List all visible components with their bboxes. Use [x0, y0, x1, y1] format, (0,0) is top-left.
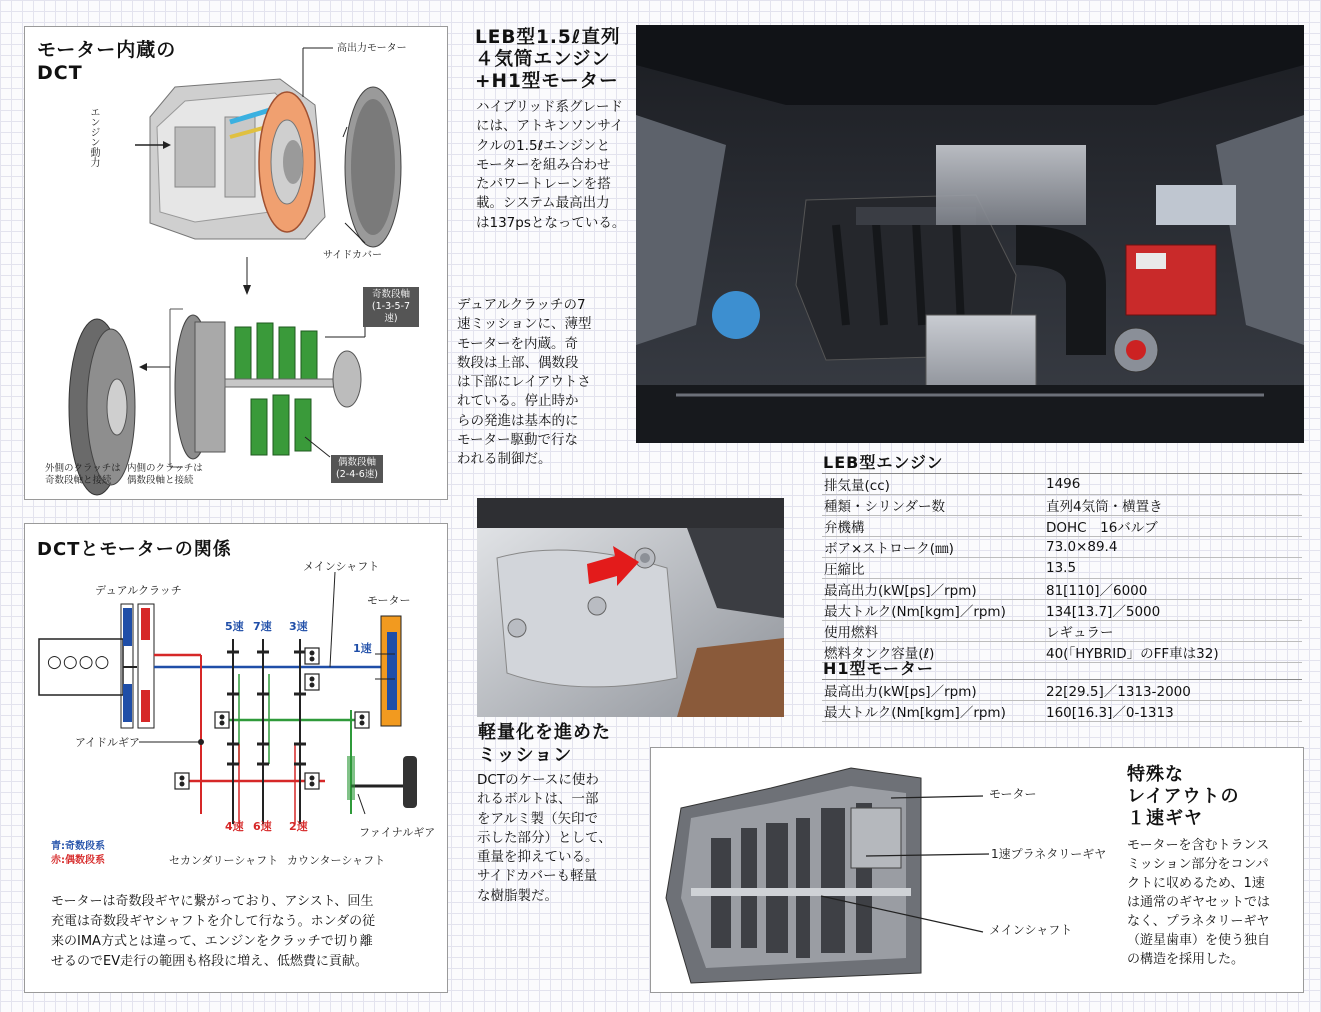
- spec-row: [822, 621, 1302, 642]
- gear-label-4: 4速: [225, 820, 244, 833]
- spec-key: 最高出力(kW[ps]／rpm): [822, 680, 1044, 701]
- spec-row: [822, 516, 1302, 537]
- mission-case-illustration: [477, 498, 784, 717]
- layout-panel-title: 特殊な レイアウトの １速ギヤ: [1127, 764, 1240, 829]
- mission-section-text: DCTのケースに使わ れるボルトは、一部 をアルミ製（矢印で 示した部分）として、 重量を抑えている。 サイドカバーも軽量 な樹脂製だ。: [477, 772, 612, 904]
- spec-row: [822, 495, 1302, 516]
- spec-value: 直列4気筒・横置き: [1044, 495, 1302, 516]
- relation-panel-title: DCTとモーターの関係: [37, 539, 232, 560]
- spec-row: [822, 537, 1302, 558]
- gear-label-3: 3速: [289, 620, 308, 633]
- spec-key: 燃料タンク容量(ℓ): [822, 642, 1044, 663]
- layout-panel: [650, 747, 1304, 993]
- gear-label-5: 5速: [225, 620, 244, 633]
- spec-row: [822, 600, 1302, 621]
- spec-value: 13.5: [1044, 558, 1302, 579]
- spec-motor-table-wrap: [822, 679, 1302, 722]
- legend-red: 赤:偶数段系: [51, 855, 105, 866]
- spec-row: [822, 701, 1302, 722]
- spec-key: ボア×ストローク(㎜): [822, 537, 1044, 558]
- gear-label-2: 2速: [289, 820, 308, 833]
- spec-key: 弁機構: [822, 516, 1044, 537]
- label-outer-clutch: 外側のクラッチは 奇数段軸と接続: [45, 463, 121, 486]
- spec-row: [822, 474, 1302, 495]
- spec-value: 40(「HYBRID」のFF車は32): [1044, 642, 1302, 663]
- spec-engine-table: [822, 474, 1302, 663]
- spec-key: 圧縮比: [822, 558, 1044, 579]
- gear-label-6: 6速: [253, 820, 272, 833]
- spec-value: 160[16.3]／0-1313: [1044, 701, 1302, 722]
- label-main-shaft: メインシャフト: [303, 560, 380, 573]
- spec-value: 1496: [1044, 474, 1302, 495]
- label-cutaway-motor: モーター: [989, 787, 1037, 801]
- label-motor: モーター: [367, 594, 411, 607]
- label-planetary-gear: 1速プラネタリーギヤ: [991, 847, 1107, 861]
- label-secondary-shaft: セカンダリーシャフト: [169, 854, 279, 867]
- engine-section-text: ハイブリッド系グレード には、アトキンソンサイ クルの1.5ℓエンジンと モーターを組み合わせ たパワートレーンを搭 載。システム最高出力 は137psとなっている。: [476, 99, 626, 231]
- spec-value: 81[110]／6000: [1044, 579, 1302, 600]
- label-dual-clutch: デュアルクラッチ: [95, 584, 182, 597]
- relation-description: モーターは奇数段ギヤに繋がっており、アシスト、回生 充電は奇数段ギヤシャフトを介して行なう。ホンダの従 来のIMA方式とは違って、エンジンをクラッチで切り離 せるのでEV走行の範囲も格段に増え、低燃費に貢献。: [51, 894, 376, 969]
- label-inner-clutch: 内側のクラッチは 偶数段軸と接続: [127, 463, 203, 486]
- mission-section-title: 軽量化を進めた ミッション: [478, 722, 611, 766]
- layout-panel-text: モーターを含むトランス ミッション部分をコンパ クトに収めるため、1速 は通常のギヤセットでは なく、プラネタリーギヤ （遊星歯車）を使う独自 の構造を採用した。: [1127, 838, 1271, 967]
- mission-bolt-photo: [477, 498, 784, 717]
- spec-row: [822, 579, 1302, 600]
- legend-blue: 青:奇数段系: [51, 841, 105, 852]
- spec-row: [822, 558, 1302, 579]
- engine-bay-photo: [636, 25, 1304, 443]
- label-high-output-motor: 高出力モーター: [337, 43, 407, 54]
- dct-schematic-diagram: [25, 524, 449, 854]
- dct-panel: [24, 26, 448, 500]
- transmission-illustration: [25, 27, 449, 501]
- engine-section-title: LEB型1.5ℓ直列 ４気筒エンジン +H1型モーター: [475, 27, 621, 92]
- spec-value: 134[13.7]／5000: [1044, 600, 1302, 621]
- spec-row: [822, 680, 1302, 701]
- label-side-cover: サイドカバー: [323, 250, 382, 261]
- label-engine-power: エンジン動力: [88, 107, 99, 167]
- spec-value: 73.0×89.4: [1044, 537, 1302, 558]
- spec-key: 排気量(cc): [822, 474, 1044, 495]
- gear-label-7: 7速: [253, 620, 272, 633]
- spec-engine-heading: LEB型エンジン: [823, 453, 944, 472]
- spec-value: 22[29.5]／1313-2000: [1044, 680, 1302, 701]
- spec-value: レギュラー: [1044, 621, 1302, 642]
- label-even-shaft: 偶数段軸 (2-4-6速): [331, 455, 383, 483]
- label-odd-shaft: 奇数段軸 (1-3-5-7速): [363, 287, 419, 327]
- spec-key: 使用燃料: [822, 621, 1044, 642]
- engine-bay-illustration: [636, 25, 1304, 443]
- dct-description: デュアルクラッチの7 速ミッションに、薄型 モーターを内蔵。奇 数段は上部、偶数段 は下部にレイアウトさ れている。停止時か らの発進は基本的に モーター駆動で行な われる制御だ。: [457, 297, 592, 468]
- spec-key: 最大トルク(Nm[kgm]／rpm): [822, 600, 1044, 621]
- spec-value: DOHC 16バルブ: [1044, 516, 1302, 537]
- engine-cylinders-symbol: ○○○○: [47, 652, 111, 672]
- spec-engine-table-wrap: [822, 473, 1302, 663]
- spec-key: 最高出力(kW[ps]／rpm): [822, 579, 1044, 600]
- dct-panel-title: モーター内蔵の DCT: [37, 39, 177, 84]
- spec-key: 種類・シリンダー数: [822, 495, 1044, 516]
- spec-key: 最大トルク(Nm[kgm]／rpm): [822, 701, 1044, 722]
- label-counter-shaft: カウンターシャフト: [287, 854, 386, 867]
- gear-label-1: 1速: [353, 642, 372, 655]
- label-idler-gear: アイドルギア: [75, 736, 141, 749]
- spec-motor-table: [822, 680, 1302, 722]
- label-cutaway-main-shaft: メインシャフト: [989, 923, 1073, 937]
- spec-motor-heading: H1型モーター: [823, 659, 934, 678]
- relation-panel: [24, 523, 448, 993]
- label-final-gear: ファイナルギア: [359, 826, 436, 839]
